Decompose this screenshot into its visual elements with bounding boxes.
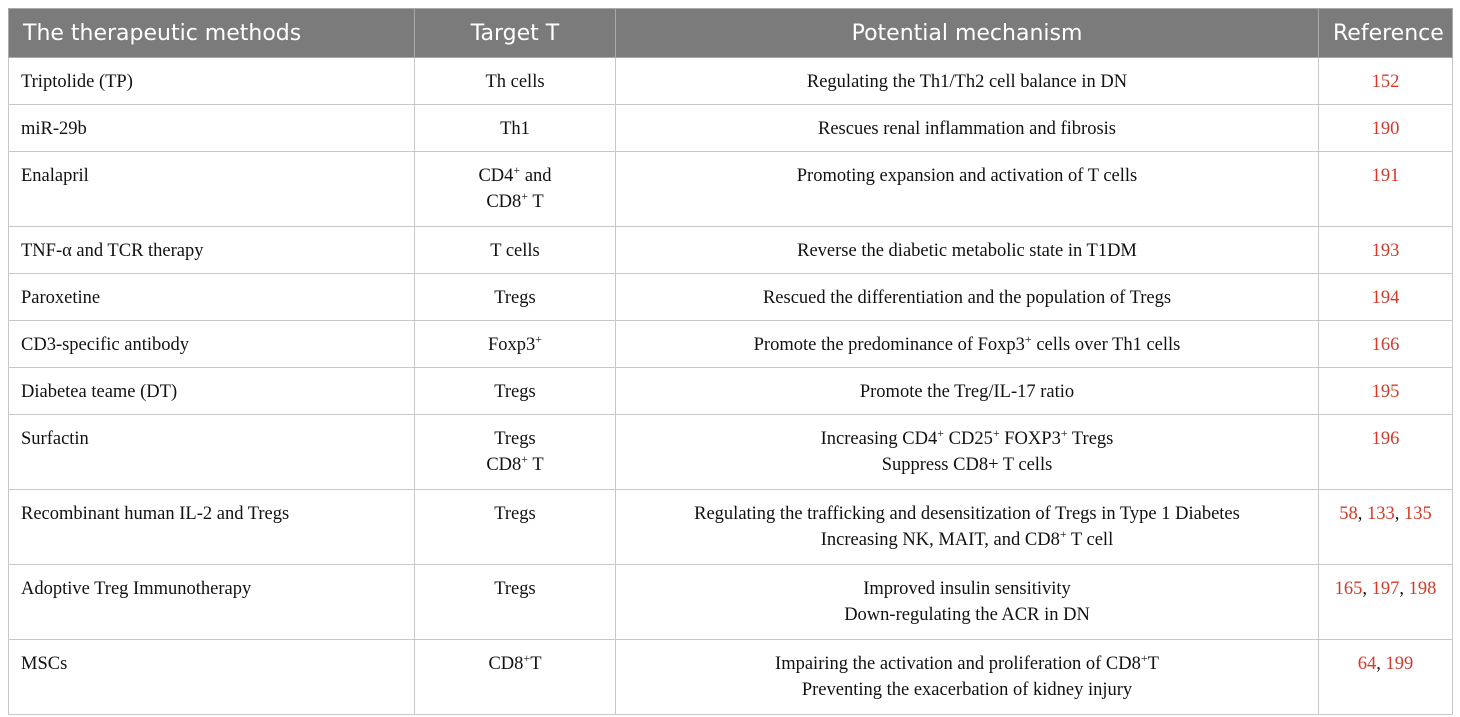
cell-line: Reverse the diabetic metabolic state in T1DM <box>797 241 1137 261</box>
target-cell <box>415 105 616 152</box>
header-target: Target T <box>415 9 616 58</box>
cell-line: Suppress CD8+ T cells <box>881 455 1053 475</box>
cell-line: Rescues renal inflammation and fibrosis <box>818 119 1116 139</box>
table-row <box>9 321 1453 368</box>
mechanism-cell <box>616 415 1319 490</box>
target-cell <box>415 274 616 321</box>
reference-link[interactable]: 191 <box>1371 166 1400 186</box>
reference-cell <box>1319 105 1453 152</box>
reference-link[interactable]: 195 <box>1371 382 1400 402</box>
reference-link[interactable]: 193 <box>1371 241 1400 261</box>
reference-cell <box>1319 368 1453 415</box>
table-row <box>9 274 1453 321</box>
method-cell: CD3-specific antibody <box>9 321 415 368</box>
reference-link[interactable]: 198 <box>1408 579 1437 599</box>
cell-line: Promoting expansion and activation of T cells <box>796 166 1138 186</box>
method-cell: Adoptive Treg Immunotherapy <box>9 565 415 640</box>
cell-line: Th1 <box>500 119 530 139</box>
table-row <box>9 105 1453 152</box>
mechanism-cell <box>616 227 1319 274</box>
mechanism-cell <box>616 565 1319 640</box>
cell-line: Increasing CD4+ CD25+ FOXP3+ Tregs <box>820 426 1114 449</box>
target-cell <box>415 227 616 274</box>
table-row <box>9 152 1453 227</box>
table-row <box>9 58 1453 105</box>
mechanism-cell <box>616 321 1319 368</box>
superscript: + <box>523 651 531 665</box>
header-reference: Reference <box>1319 9 1453 58</box>
superscript: + <box>1140 651 1148 665</box>
method-cell: miR-29b <box>9 105 415 152</box>
cell-line: CD8+T <box>488 651 542 674</box>
reference-cell <box>1319 274 1453 321</box>
reference-cell <box>1319 321 1453 368</box>
superscript: + <box>992 426 1000 440</box>
reference-cell <box>1319 565 1453 640</box>
cell-line: Th cells <box>485 72 545 92</box>
superscript: + <box>937 426 945 440</box>
cell-line: Tregs <box>494 504 536 524</box>
mechanism-cell <box>616 274 1319 321</box>
cell-line: Foxp3+ <box>487 332 543 355</box>
reference-link[interactable]: 190 <box>1371 119 1400 139</box>
method-cell: MSCs <box>9 640 415 715</box>
method-cell: Paroxetine <box>9 274 415 321</box>
reference-link[interactable]: 199 <box>1385 654 1414 674</box>
reference-link[interactable]: 58 <box>1339 504 1358 524</box>
mechanism-cell <box>616 640 1319 715</box>
method-cell: Triptolide (TP) <box>9 58 415 105</box>
reference-link[interactable]: 152 <box>1371 72 1400 92</box>
target-cell <box>415 490 616 565</box>
cell-line: CD8+ T <box>486 452 544 475</box>
cell-line: Preventing the exacerbation of kidney injury <box>801 680 1133 700</box>
superscript: + <box>535 332 543 346</box>
method-cell: Diabetea teame (DT) <box>9 368 415 415</box>
cell-line: Promote the predominance of Foxp3+ cells over Th1 cells <box>753 332 1181 355</box>
table-body <box>9 58 1453 715</box>
ref-separator: , <box>1399 579 1409 599</box>
mechanism-cell <box>616 368 1319 415</box>
superscript: + <box>1059 527 1067 541</box>
reference-link[interactable]: 165 <box>1334 579 1363 599</box>
superscript: + <box>513 163 521 177</box>
cell-line: Tregs <box>494 429 536 449</box>
cell-line: CD4+ and <box>478 163 552 186</box>
therapy-table <box>8 8 1453 715</box>
cell-line: T cells <box>490 241 540 261</box>
target-cell <box>415 640 616 715</box>
target-cell <box>415 368 616 415</box>
table-row <box>9 368 1453 415</box>
cell-line: Regulating the Th1/Th2 cell balance in DN <box>806 72 1128 92</box>
cell-line: CD8+ T <box>486 189 544 212</box>
table-row <box>9 640 1453 715</box>
reference-cell <box>1319 490 1453 565</box>
superscript: + <box>1060 426 1068 440</box>
reference-cell <box>1319 58 1453 105</box>
reference-cell <box>1319 415 1453 490</box>
ref-separator: , <box>1357 504 1367 524</box>
mechanism-cell <box>616 490 1319 565</box>
cell-line: Impairing the activation and proliferation of CD8+T <box>775 651 1159 674</box>
superscript: + <box>521 189 529 203</box>
reference-cell <box>1319 640 1453 715</box>
method-cell: Recombinant human IL-2 and Tregs <box>9 490 415 565</box>
superscript: + <box>1024 332 1032 346</box>
reference-link[interactable]: 133 <box>1367 504 1395 524</box>
cell-line: Down-regulating the ACR in DN <box>844 605 1090 625</box>
header-method: The therapeutic methods <box>9 9 415 58</box>
table-row <box>9 565 1453 640</box>
table-row <box>9 490 1453 565</box>
reference-link[interactable]: 135 <box>1404 504 1432 524</box>
reference-cell <box>1319 152 1453 227</box>
header-mechanism: Potential mechanism <box>616 9 1319 58</box>
ref-separator: , <box>1394 504 1404 524</box>
method-cell: Enalapril <box>9 152 415 227</box>
reference-link[interactable]: 194 <box>1371 288 1400 308</box>
target-cell <box>415 58 616 105</box>
table-row <box>9 227 1453 274</box>
cell-line: Increasing NK, MAIT, and CD8+ T cell <box>820 527 1114 550</box>
cell-line: Tregs <box>494 579 536 599</box>
target-cell <box>415 415 616 490</box>
cell-line: Regulating the trafficking and desensitization of Tregs in Type 1 Diabetes <box>694 504 1240 524</box>
target-cell <box>415 152 616 227</box>
mechanism-cell <box>616 58 1319 105</box>
cell-line: Rescued the differentiation and the population of Tregs <box>762 288 1172 308</box>
ref-separator: , <box>1362 579 1372 599</box>
reference-cell <box>1319 227 1453 274</box>
mechanism-cell <box>616 152 1319 227</box>
table-row <box>9 415 1453 490</box>
target-cell <box>415 565 616 640</box>
reference-link[interactable]: 64 <box>1357 654 1377 674</box>
cell-line: Improved insulin sensitivity <box>863 579 1071 599</box>
reference-link[interactable]: 197 <box>1371 579 1400 599</box>
cell-line: Promote the Treg/IL-17 ratio <box>859 382 1075 402</box>
superscript: + <box>521 452 529 466</box>
cell-line: Tregs <box>494 288 536 308</box>
reference-link[interactable]: 196 <box>1371 429 1400 449</box>
method-cell: Surfactin <box>9 415 415 490</box>
method-cell: TNF-α and TCR therapy <box>9 227 415 274</box>
header-row <box>9 9 1453 58</box>
cell-line: Tregs <box>494 382 536 402</box>
mechanism-cell <box>616 105 1319 152</box>
reference-link[interactable]: 166 <box>1371 335 1400 355</box>
target-cell <box>415 321 616 368</box>
ref-separator: , <box>1376 654 1386 674</box>
